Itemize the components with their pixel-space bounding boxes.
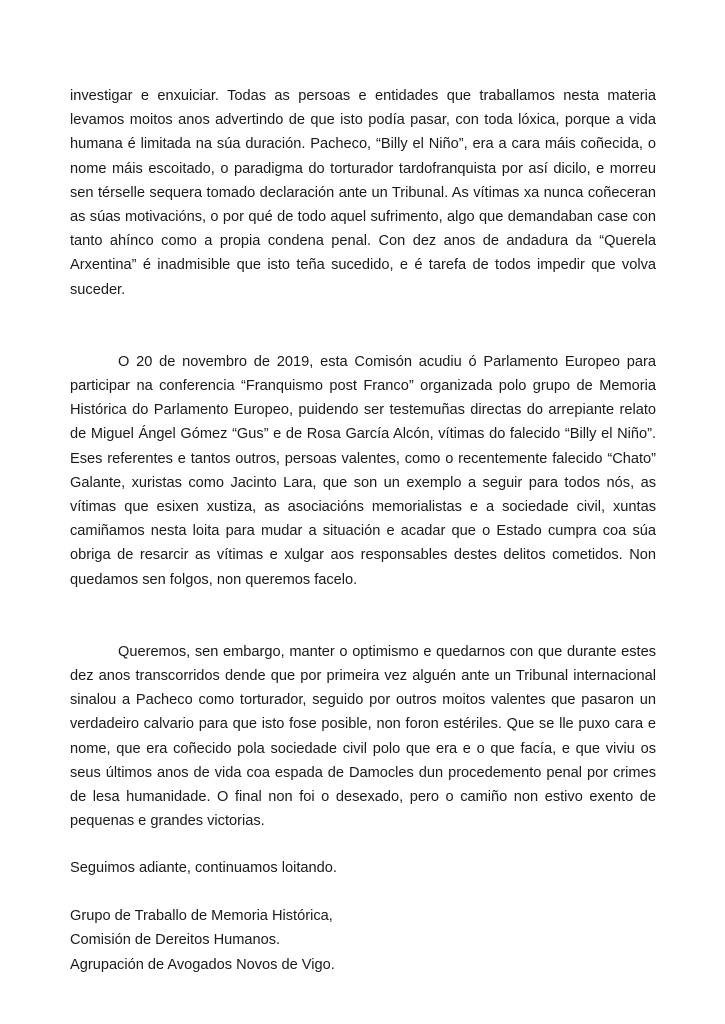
- closing-line: Seguimos adiante, continuamos loitando.: [70, 860, 337, 877]
- body-paragraph: Queremos, sen embargo, manter o optimismo e quedarnos con que durante estes dez anos transcorridos dende que por primeira vez alguén ante un Tribunal internacional sinalou a Pacheco como torturador, seguido por outros moitos valentes que pasaron un verdadeiro calvario para que isto fose posible, non foron estériles. Que se lle puxo cara e nome, que era coñecido pola sociedade civil polo que era e o que facía, e que viviu os seus últimos anos de vida coa espada de Damocles dun procedemento penal por crimes de lesa humanidade. O final non foi o desexado, pero o camiño non estivo exento de pequenas e grandes victorias.: [70, 643, 656, 830]
- body-paragraph: O 20 de novembro de 2019, esta Comisón acudiu ó Parlamento Europeo para participar na conferencia “Franquismo post Franco” organizada polo grupo de Memoria Histórica do Parlamento Europeo, puidendo ser testemuñas directas do arrepiante relato de Miguel Ángel Gómez “Gus” e de Rosa García Alcón, vítimas do falecido “Billy el Niño”. Eses referentes e tantos outros, persoas valentes, como o recentemente falecido “Chato” Galante, xuristas como Jacinto Lara, que son un exemplo a seguir para todos nós, as vítimas que esixen xustiza, as asociacións memorialistas e a sociedade civil, xuntas camiñamos nesta loita para mudar a situación e acadar que o Estado cumpra coa súa obriga de resarcir as vítimas e xulgar aos responsables destes delitos cometidos. Non quedamos sen folgos, non queremos facelo.: [70, 353, 656, 588]
- body-paragraph: investigar e enxuiciar. Todas as persoas e entidades que traballamos nesta materia levamos moitos anos advertindo de que isto podía pasar, con toda lóxica, porque a vida humana é limitada na súa duración. Pacheco, “Billy el Niño”, era a cara máis coñecida, o nome máis escoitado, o paradigma do torturador tardofranquista por así dicilo, e morreu sen térselle sequera tomado declaración ante un Tribunal. As vítimas xa nunca coñeceran as súas motivacións, o por qué de todo aquel sufrimento, algo que demandaban case con tanto ahínco como a propia condena penal. Con dez anos de andadura da “Querela Arxentina” é inadmisible que isto teña sucedido, e é tarefa de todos impedir que volva suceder.: [70, 88, 656, 298]
- signature-line: Comisión de Dereitos Humanos.: [70, 932, 281, 949]
- signature-line: Agrupación de Avogados Novos de Vigo.: [70, 956, 335, 973]
- document-page: [70, 84, 656, 977]
- signature-block: [70, 904, 656, 977]
- signature-line: Grupo de Traballo de Memoria Histórica,: [70, 907, 333, 924]
